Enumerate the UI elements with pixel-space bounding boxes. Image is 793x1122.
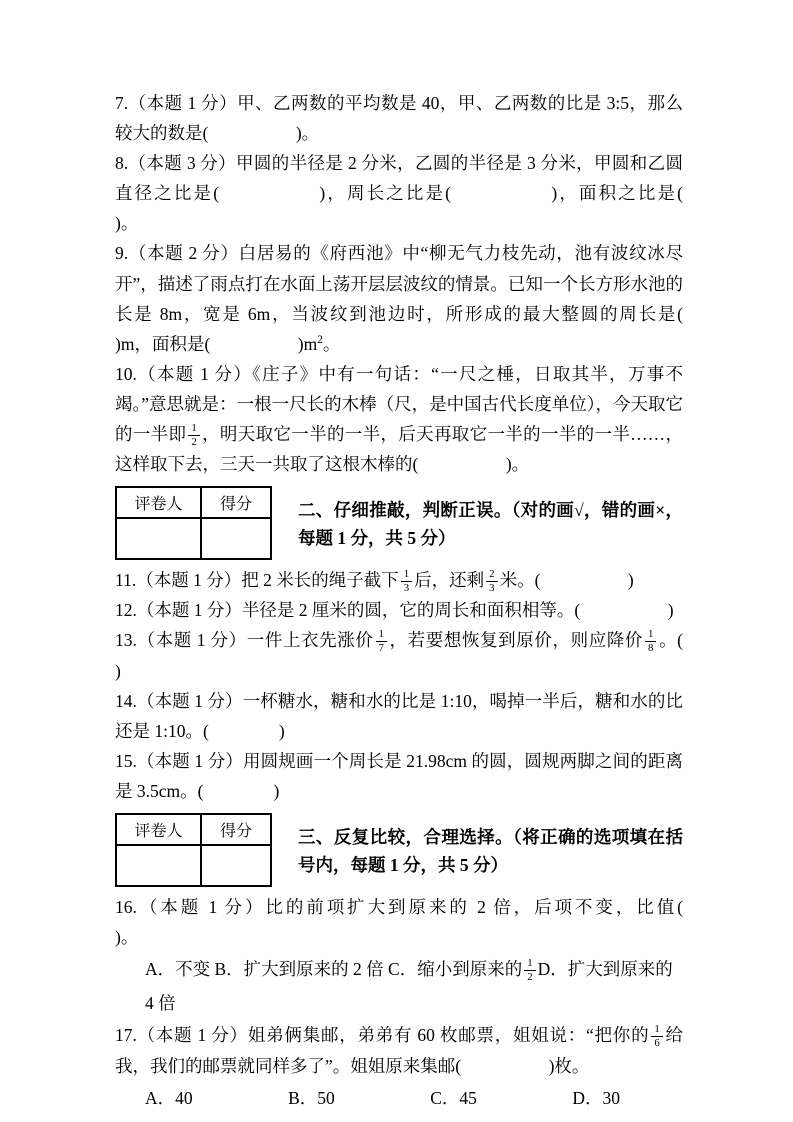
choice-item: A．40 bbox=[145, 1087, 193, 1108]
question-q12: 12.（本题 1 分）半径是 2 厘米的圆，它的周长和面积相等。( ) bbox=[115, 600, 674, 621]
grader-score-table bbox=[115, 813, 272, 887]
q17-options bbox=[115, 1081, 620, 1115]
section-2-heading: 二、仔细推敲，判断正误。（对的画√，错的画×，每题 1 分，共 5 分） bbox=[298, 500, 683, 549]
grader-label-cell: 评卷人 bbox=[116, 814, 201, 845]
question-q17: 17.（本题 1 分）姐弟俩集邮，弟弟有 60 枚邮票，姐姐说：“把你的 $\frac{1}{6}$ 给我，我们的邮票就同样多了”。姐姐原来集邮( )枚。 bbox=[115, 1023, 684, 1076]
question-q10: 10.（本题 1 分）《庄子》中有一句话：“一尺之棰，日取其半，万事不竭。”意思就是：一根一尺长的木棒（尺，是中国古代长度单位），今天取它的一半即 $\frac{1}{2}$ ，明天取它一半的一半，后天再取它一半的一半的一半……，这样取下去，三天一共取了这根木棒的( )。 bbox=[115, 363, 683, 475]
document-body bbox=[115, 88, 771, 1115]
grader-entry-cell bbox=[116, 845, 201, 886]
fraction: $\frac{1}{3}$ bbox=[401, 568, 412, 594]
fraction: $\frac{1}{2}$ bbox=[188, 422, 199, 448]
fraction: $\frac{1}{2}$ bbox=[524, 957, 535, 983]
question-q15: 15.（本题 1 分）用圆规画一个周长是 21.98cm 的圆，圆规两脚之间的距离是 3.5cm。( ) bbox=[115, 750, 683, 801]
fraction: $\frac{1}{8}$ bbox=[645, 628, 656, 654]
question-q14: 14.（本题 1 分）一杯糖水，糖和水的比是 1:10，喝掉一半后，糖和水的比还是 1:10。( ) bbox=[115, 690, 683, 741]
question-q8: 8.（本题 3 分）甲圆的半径是 2 分米，乙圆的半径是 3 分米，甲圆和乙圆直径之比是( )，周长之比是( )，面积之比是( )。 bbox=[115, 153, 771, 234]
question-q9: 9.（本题 2 分）白居易的《府西池》中“柳无气力枝先动，池有波纹冰尽开”，描述了雨点打在水面上荡开层层波纹的情景。已知一个长方形水池的长是 8m，宽是 6m，当波纹到池边时，所形成的最大整圆的周长是( )m，面积是( )$m^2$。 bbox=[115, 243, 771, 354]
score-label-cell: 得分 bbox=[201, 487, 271, 518]
grader-entry-cell bbox=[116, 518, 201, 559]
question-q16: 16.（本题 1 分）比的前项扩大到原来的 2 倍，后项不变，比值( )。 bbox=[115, 896, 771, 948]
fraction: $\frac{1}{6}$ bbox=[651, 1023, 662, 1049]
section-2-block bbox=[115, 486, 683, 560]
question-q11: 11.（本题 1 分）把 2 米长的绳子截下 $\frac{1}{3}$ 后，还剩 $\frac{2}{3}$ 米。( ) bbox=[115, 568, 634, 594]
score-entry-cell bbox=[201, 845, 271, 886]
choice-item: C．45 bbox=[430, 1087, 477, 1108]
question-q7: 7.（本题 1 分）甲、乙两数的平均数是 40，甲、乙两数的比是 3:5，那么较大的数是( )。 bbox=[115, 93, 683, 144]
superscript: 2 bbox=[317, 333, 323, 346]
fraction: $\frac{2}{3}$ bbox=[486, 568, 497, 594]
choice-item: B．50 bbox=[288, 1087, 335, 1108]
section-3-block bbox=[115, 813, 683, 887]
grader-label-cell: 评卷人 bbox=[116, 487, 201, 518]
section-3-heading: 三、反复比较，合理选择。（将正确的选项填在括号内，每题 1 分，共 5 分） bbox=[298, 826, 683, 875]
score-label-cell: 得分 bbox=[201, 814, 271, 845]
grader-score-table bbox=[115, 486, 272, 560]
score-entry-cell bbox=[201, 518, 271, 559]
choice-item: D．30 bbox=[572, 1087, 620, 1108]
question-q13: 13.（本题 1 分）一件上衣先涨价 $\frac{1}{7}$ ，若要想恢复到原价，则应降价 $\frac{1}{8}$ 。( ) bbox=[115, 628, 771, 681]
fraction: $\frac{1}{7}$ bbox=[376, 628, 387, 654]
q16-options: A．不变 B．扩大到原来的 2 倍 C．缩小到原来的 $\frac{1}{2}$ D．扩大到原来的 4 倍 bbox=[145, 957, 673, 1014]
